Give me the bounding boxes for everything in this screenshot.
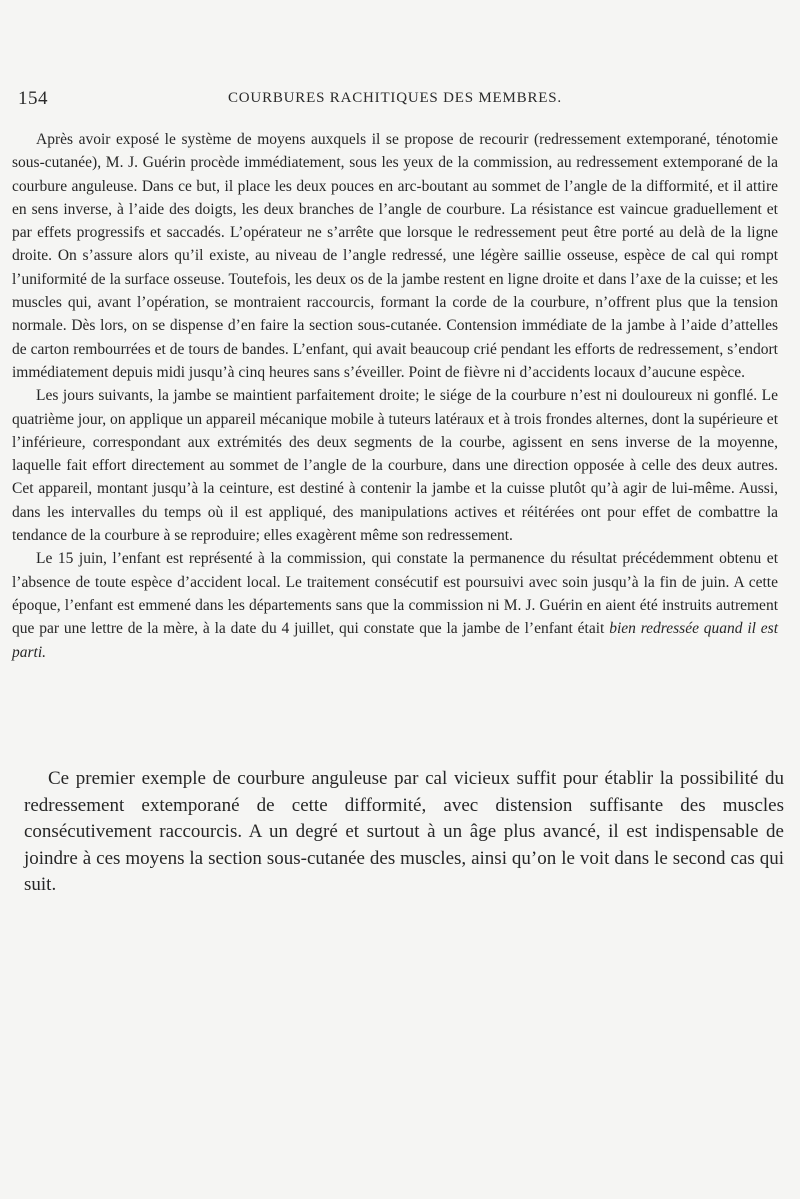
- paragraph-3-text: Le 15 juin, l’enfant est représenté à la commission, qui constate la permanence du résultat précédemment obtenu et l’absence de toute espèce d’accident local. Le traitement consécutif est poursuivi avec soin jusqu’à la fin de juin. A cette époque, l’enfant est emmené dans les départements sans que la commission ni M. J. Guérin en aient été instruits autrement que par une lettre de la mère, à la date du 4 juillet, qui constate que la jambe de l’enfant était: [12, 550, 778, 638]
- paragraph-3-italic: bien redressée quand il est parti.: [12, 620, 779, 661]
- main-text-small: [12, 128, 778, 664]
- paragraph-4: Ce premier exemple de courbure anguleuse par cal vicieux suffit pour établir la possibilité du redressement extemporané de cette difformité, avec distension suffisante des muscles consécutivement raccourcis. A un degré et surtout à un âge plus avancé, il est indispensable de joindre à ces moyens la section sous-cutanée des muscles, ainsi qu’on le voit dans le second cas qui suit.: [24, 768, 784, 895]
- main-text-large: [24, 766, 784, 899]
- page-number: 154: [18, 88, 48, 109]
- paragraph-1: Après avoir exposé le système de moyens auxquels il se propose de recourir (redressement extemporané, ténotomie sous-cutanée), M. J. Guérin procède immédiatement, sous les yeux de la commission, au redressement extemporané de la courbure anguleuse. Dans ce but, il place les deux pouces en arc-boutant au sommet de l’angle de la difformité, et il attire en sens inverse, à l’aide des doigts, les deux branches de l’angle de courbure. La résistance est vaincue graduellement et par effets progressifs et saccadés. L’opérateur ne s’arrête que lorsque le redressement peut être porté au delà de la ligne droite. On s’assure alors qu’il existe, au niveau de l’angle redressé, une légère saillie osseuse, espèce de cal qui rompt l’uniformité de la surface osseuse. Toutefois, les deux os de la jambe restent en ligne droite et dans l’axe de la cuisse; et les muscles qui, avant l’opération, se montraient raccourcis, formant la corde de la courbure, n’offrent plus que la tension normale. Dès lors, on se dispense d’en faire la section sous-cutanée. Contension immédiate de la jambe à l’aide d’attelles de carton rembourrées et de tours de bandes. L’enfant, qui avait beaucoup crié pendant les efforts de redressement, s’endort immédiatement depuis midi jusqu’à cinq heures sans s’éveiller. Point de fièvre ni d’accidents locaux d’aucune espèce.: [12, 131, 778, 381]
- paragraph-3: [12, 547, 778, 663]
- running-title: COURBURES RACHITIQUES DES MEMBRES.: [228, 90, 562, 106]
- page-header: [18, 88, 778, 112]
- paragraph-2: Les jours suivants, la jambe se maintient parfaitement droite; le siége de la courbure n’est ni douloureux ni gonflé. Le quatrième jour, on applique un appareil mécanique mobile à tuteurs latéraux et à trois frondes alternes, dont la supérieure et l’inférieure, correspondant aux extrémités des deux segments de la courbe, agissent en sens inverse de la moyenne, laquelle fait effort directement au sommet de l’angle de la courbure, dans une direction opposée à celle des deux autres. Cet appareil, montant jusqu’à la ceinture, est destiné à contenir la jambe et la cuisse plutôt qu’à agir de lui-même. Aussi, dans les intervalles du temps où il est appliqué, des manipulations actives et réitérées ont pour effet de combattre la tendance de la courbure à se reproduire; elles exagèrent même son redressement.: [12, 387, 778, 545]
